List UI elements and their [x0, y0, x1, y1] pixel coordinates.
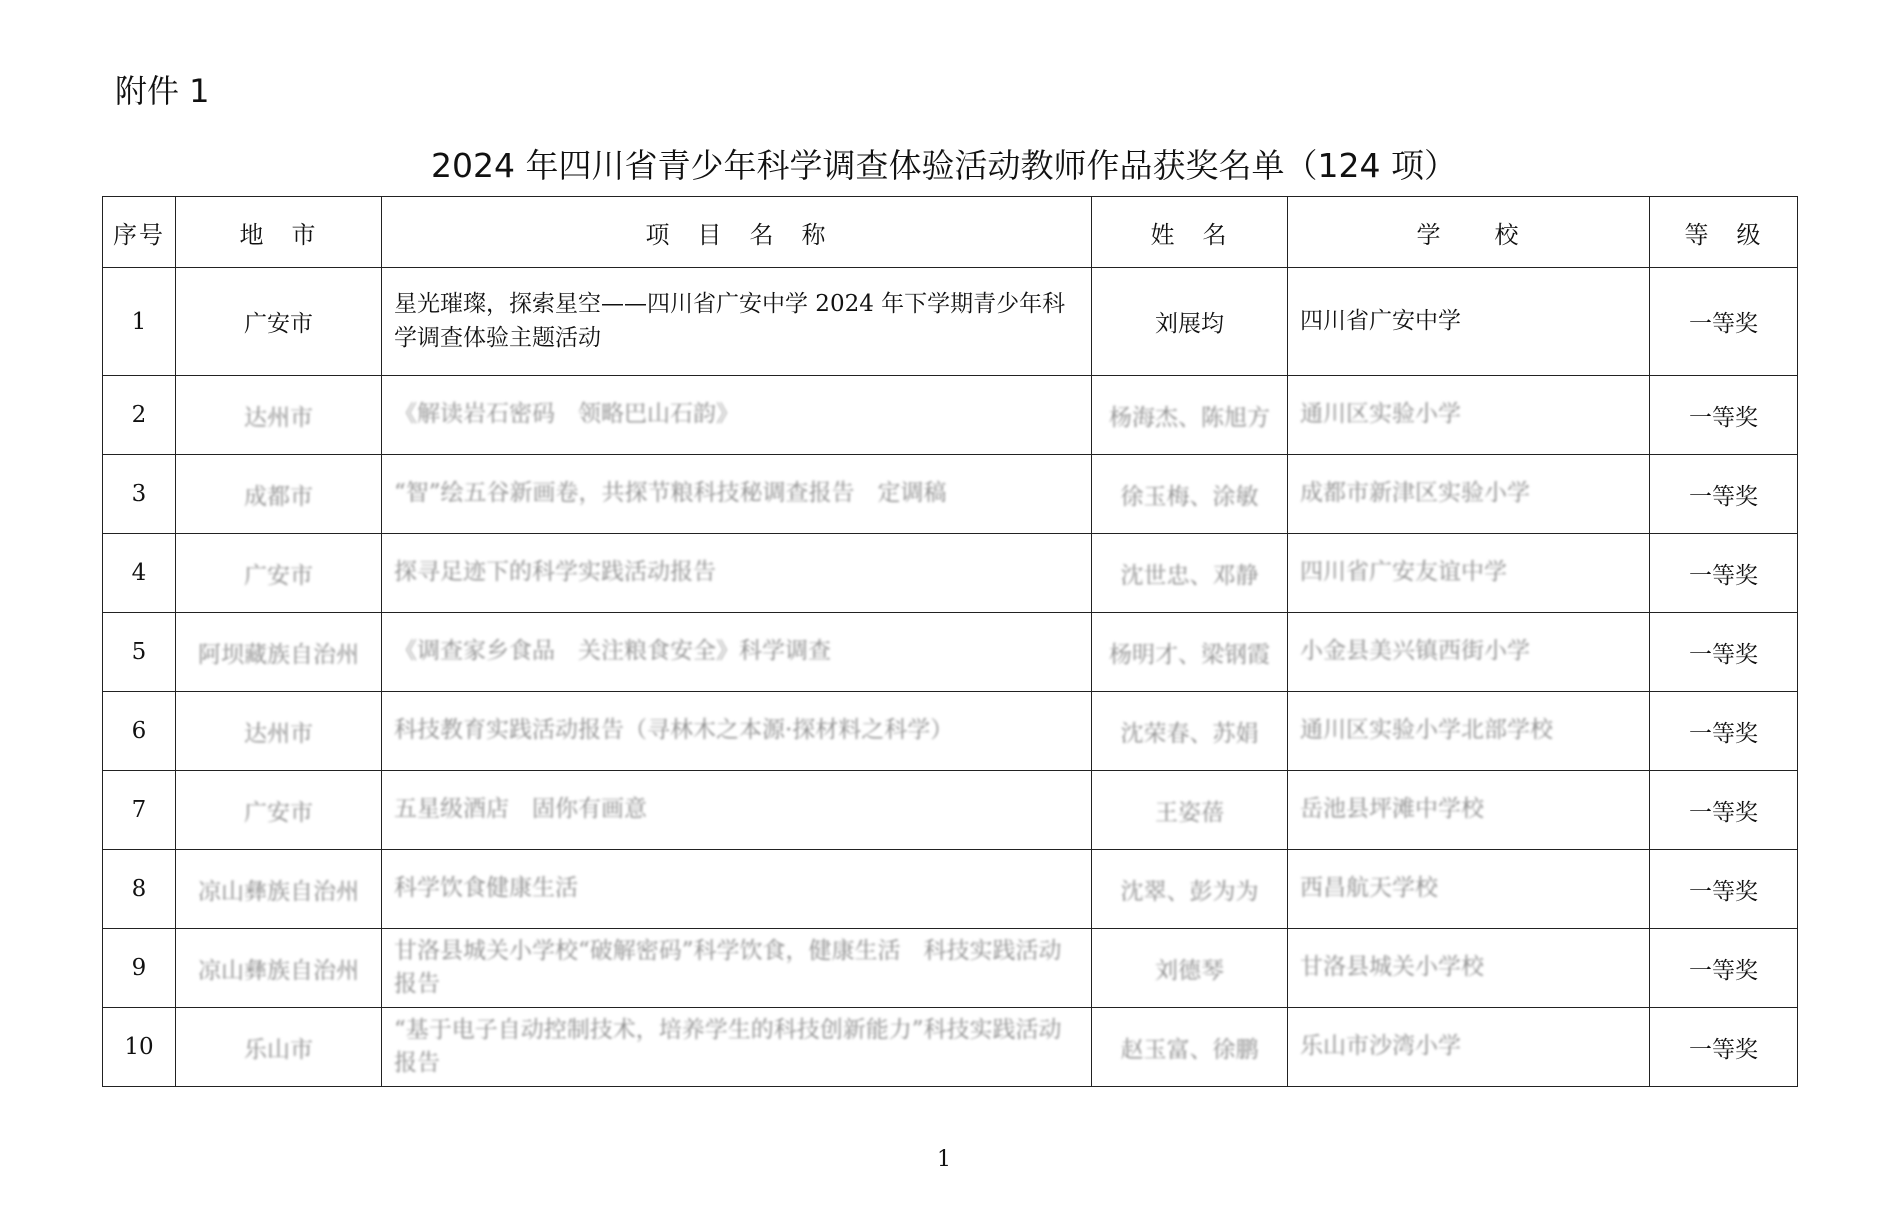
cell-name: 刘展均 — [1092, 268, 1288, 376]
cell-project: “基于电子自动控制技术，培养学生的科技创新能力”科技实践活动报告 — [382, 1008, 1092, 1087]
header-name: 姓 名 — [1092, 197, 1288, 268]
header-city: 地 市 — [176, 197, 382, 268]
cell-city: 广安市 — [176, 268, 382, 376]
cell-seq: 1 — [103, 268, 176, 376]
table-row — [103, 771, 1798, 850]
table-row — [103, 613, 1798, 692]
cell-seq: 6 — [103, 692, 176, 771]
cell-grade: 一等奖 — [1650, 455, 1798, 534]
cell-school: 成都市新津区实验小学 — [1288, 455, 1650, 534]
cell-seq: 4 — [103, 534, 176, 613]
table-row — [103, 692, 1798, 771]
cell-grade: 一等奖 — [1650, 534, 1798, 613]
cell-school: 通川区实验小学北部学校 — [1288, 692, 1650, 771]
cell-name: 徐玉梅、涂敏 — [1092, 455, 1288, 534]
cell-name: 刘德琴 — [1092, 929, 1288, 1008]
cell-city: 广安市 — [176, 771, 382, 850]
cell-project: 《解读岩石密码 领略巴山石韵》 — [382, 376, 1092, 455]
cell-project: 科学饮食健康生活 — [382, 850, 1092, 929]
cell-city: 凉山彝族自治州 — [176, 850, 382, 929]
table-row — [103, 268, 1798, 376]
cell-city: 成都市 — [176, 455, 382, 534]
cell-project: 《调查家乡食品 关注粮食安全》科学调查 — [382, 613, 1092, 692]
table-header-row — [103, 197, 1798, 268]
cell-school: 小金县美兴镇西街小学 — [1288, 613, 1650, 692]
cell-school: 乐山市沙湾小学 — [1288, 1008, 1650, 1087]
cell-project: 星光璀璨，探索星空——四川省广安中学 2024 年下学期青少年科学调查体验主题活动 — [382, 268, 1092, 376]
cell-seq: 3 — [103, 455, 176, 534]
cell-project: 甘洛县城关小学校“破解密码”科学饮食，健康生活 科技实践活动报告 — [382, 929, 1092, 1008]
table-row — [103, 534, 1798, 613]
award-table — [102, 196, 1798, 1087]
table-row — [103, 1008, 1798, 1087]
cell-school: 西昌航天学校 — [1288, 850, 1650, 929]
cell-name: 沈翠、彭为为 — [1092, 850, 1288, 929]
cell-name: 杨海杰、陈旭方 — [1092, 376, 1288, 455]
cell-school: 四川省广安友谊中学 — [1288, 534, 1650, 613]
cell-seq: 9 — [103, 929, 176, 1008]
table-row — [103, 376, 1798, 455]
cell-grade: 一等奖 — [1650, 1008, 1798, 1087]
header-grade: 等 级 — [1650, 197, 1798, 268]
attachment-label: 附件 1 — [115, 72, 210, 110]
cell-city: 阿坝藏族自治州 — [176, 613, 382, 692]
cell-city: 达州市 — [176, 692, 382, 771]
cell-name: 赵玉富、徐鹏 — [1092, 1008, 1288, 1087]
header-seq: 序号 — [103, 197, 176, 268]
table-row — [103, 850, 1798, 929]
table-row — [103, 929, 1798, 1008]
cell-seq: 5 — [103, 613, 176, 692]
cell-grade: 一等奖 — [1650, 692, 1798, 771]
cell-grade: 一等奖 — [1650, 929, 1798, 1008]
cell-grade: 一等奖 — [1650, 376, 1798, 455]
cell-seq: 7 — [103, 771, 176, 850]
cell-name: 杨明才、梁钢霞 — [1092, 613, 1288, 692]
cell-city: 达州市 — [176, 376, 382, 455]
cell-grade: 一等奖 — [1650, 850, 1798, 929]
cell-project: “智”绘五谷新画卷，共探节粮科技秘调查报告 定调稿 — [382, 455, 1092, 534]
cell-school: 甘洛县城关小学校 — [1288, 929, 1650, 1008]
cell-grade: 一等奖 — [1650, 268, 1798, 376]
cell-school: 四川省广安中学 — [1288, 268, 1650, 376]
cell-seq: 10 — [103, 1008, 176, 1087]
cell-project: 探寻足迹下的科学实践活动报告 — [382, 534, 1092, 613]
cell-grade: 一等奖 — [1650, 613, 1798, 692]
cell-name: 沈世忠、邓静 — [1092, 534, 1288, 613]
header-project: 项 目 名 称 — [382, 197, 1092, 268]
cell-city: 乐山市 — [176, 1008, 382, 1087]
cell-name: 王姿蓓 — [1092, 771, 1288, 850]
page-number: 1 — [937, 1147, 951, 1172]
cell-grade: 一等奖 — [1650, 771, 1798, 850]
table-row — [103, 455, 1798, 534]
cell-project: 科技教育实践活动报告（寻林木之本源·探材料之科学） — [382, 692, 1092, 771]
cell-city: 凉山彝族自治州 — [176, 929, 382, 1008]
cell-name: 沈荣春、苏娟 — [1092, 692, 1288, 771]
page-title: 2024 年四川省青少年科学调查体验活动教师作品获奖名单（124 项） — [431, 146, 1457, 185]
cell-project: 五星级酒店 固你有画意 — [382, 771, 1092, 850]
header-school: 学 校 — [1288, 197, 1650, 268]
cell-city: 广安市 — [176, 534, 382, 613]
cell-seq: 8 — [103, 850, 176, 929]
cell-seq: 2 — [103, 376, 176, 455]
cell-school: 岳池县坪滩中学校 — [1288, 771, 1650, 850]
cell-school: 通川区实验小学 — [1288, 376, 1650, 455]
